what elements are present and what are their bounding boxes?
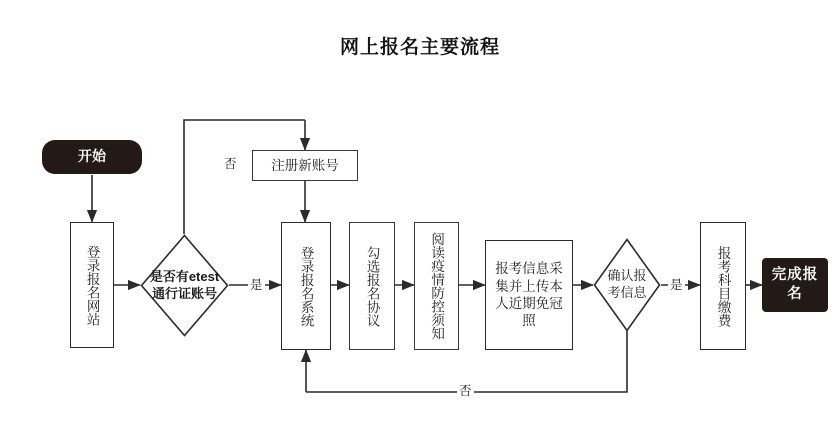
node-login-system-label: 登录报名系统 [298,245,314,327]
page-title: 网上报名主要流程 [339,37,500,58]
node-agreement-label: 勾选报名协议 [364,245,380,327]
node-epidemic-notice-label: 阅读疫情防控须知 [429,232,445,340]
node-has-account [140,234,229,337]
node-register: 注册新账号 [252,150,358,181]
edge-label-no-top: 否 [224,157,237,171]
node-finish: 完成报名 [762,258,828,312]
node-pay [700,222,746,350]
node-epidemic-notice [414,222,459,350]
node-login-system [281,222,331,350]
node-confirm-info [593,238,661,332]
edge-label-no-bottom: 否 [459,384,472,398]
node-agreement [349,222,395,350]
node-start: 开始 [42,140,142,174]
node-login-site [70,222,114,348]
node-has-account-label: 是否有etest通行证账号 [149,268,220,301]
edge-label-yes-right: 是 [670,278,683,292]
node-collect-info: 报考信息采集并上传本人近期免冠照 [485,240,573,350]
node-pay-label: 报考科目缴费 [715,245,731,327]
node-login-site-label: 登录报名网站 [84,244,100,326]
node-confirm-info-label: 确认报考信息 [607,268,647,300]
edge-label-yes-mid: 是 [250,278,263,292]
